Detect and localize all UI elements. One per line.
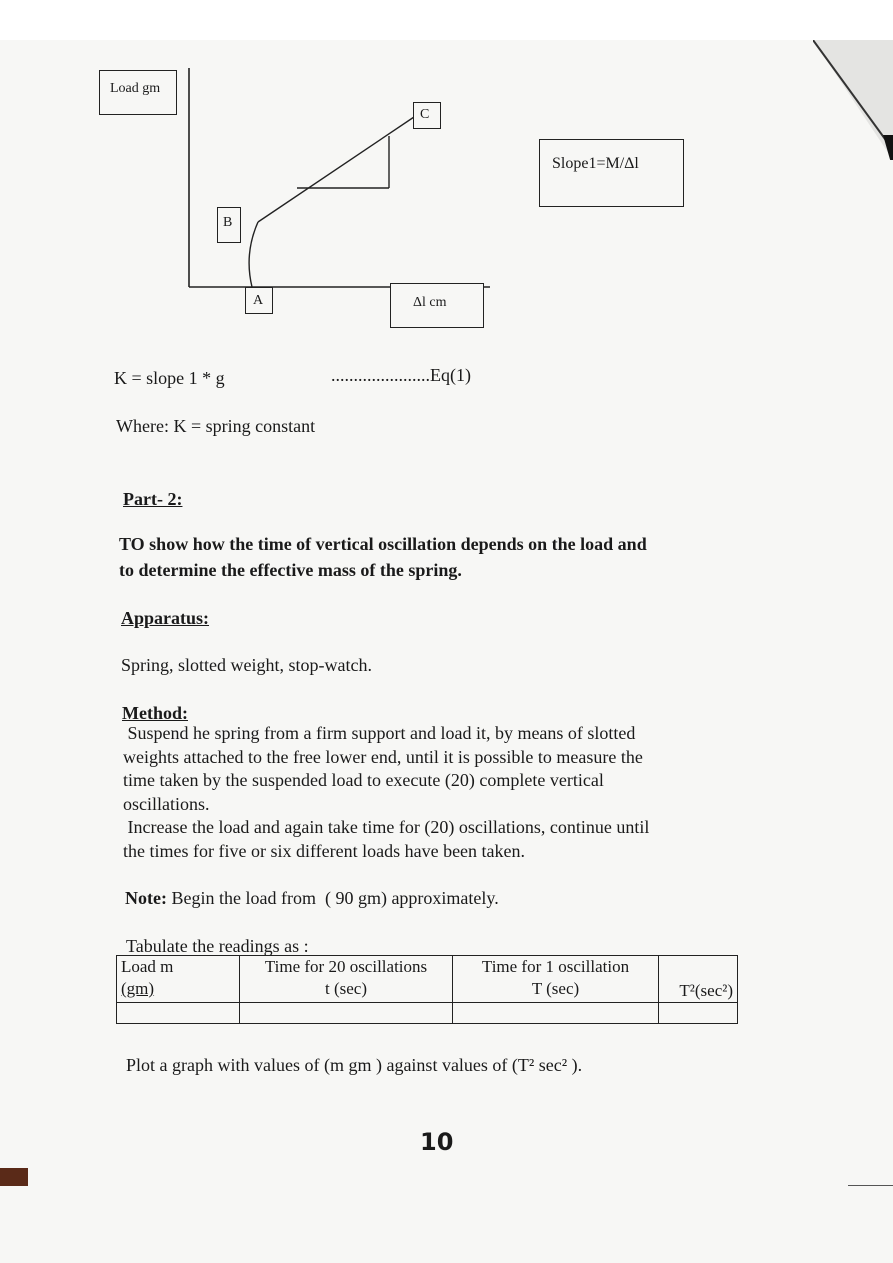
header-time-1: [453, 956, 659, 1003]
table-cell[interactable]: [453, 1003, 659, 1024]
table-row: [117, 1003, 738, 1024]
scan-edge-mark: [0, 1168, 28, 1186]
page-number: 10: [420, 1128, 454, 1156]
table-cell[interactable]: [117, 1003, 240, 1024]
method-heading: Method:: [122, 703, 188, 723]
readings-table: [116, 955, 738, 1024]
x-axis-label-box: [390, 283, 484, 328]
method-paragraph: [123, 722, 743, 863]
note-text: Begin the load from ( 90 gm) approximately.: [166, 888, 499, 908]
header-load-line2: (gm): [121, 979, 155, 998]
table-cell[interactable]: [240, 1003, 453, 1024]
slope-label: Slope1=M/Δl: [552, 155, 639, 172]
table-header-row: [117, 956, 738, 1003]
apparatus-heading: Apparatus:: [121, 608, 210, 628]
header-time-1-line1: Time for 1 oscillation: [481, 957, 630, 976]
method-line: Increase the load and again take time for (20) oscillations, continue until: [123, 817, 650, 837]
aim-line-2: to determine the effective mass of the spring.: [119, 560, 462, 580]
x-axis-label: Δl cm: [413, 295, 447, 310]
part2-heading: Part- 2:: [123, 489, 183, 509]
graph-curve-ab: [249, 222, 258, 287]
point-c-box: [413, 102, 441, 129]
method-line: Suspend he spring from a firm support and load it, by means of slotted: [123, 723, 636, 743]
point-a-box: [245, 287, 273, 314]
scan-edge-line: [848, 1185, 893, 1186]
method-line: the times for five or six different loads have been taken.: [123, 840, 526, 861]
point-b-label: B: [223, 215, 233, 230]
header-time-1-line2: T (sec): [531, 979, 580, 998]
slope-label-box: [539, 139, 684, 207]
table-cell[interactable]: [659, 1003, 738, 1024]
y-axis-label-box: [99, 70, 177, 115]
point-b-box: [217, 207, 241, 243]
aim-line-1: TO show how the time of vertical oscillation depends on the load and: [119, 534, 647, 554]
note-label: Note:: [125, 888, 167, 908]
note: [125, 888, 499, 909]
header-t-squared: T²(sec²): [659, 956, 738, 1003]
header-time-20-line1: Time for 20 oscillations: [264, 957, 428, 976]
header-load: [117, 956, 240, 1003]
table-caption: Tabulate the readings as :: [126, 936, 309, 956]
method-line: oscillations.: [123, 793, 210, 814]
method-line: time taken by the suspended load to execute (20) complete vertical: [123, 770, 604, 790]
equation-ref: ......................Eq(1): [331, 365, 471, 385]
equation-where: Where: K = spring constant: [116, 416, 316, 436]
graph-line-bc: [258, 117, 414, 222]
equation-lhs: K = slope 1 * g: [114, 368, 225, 388]
method-line: weights attached to the free lower end, until it is possible to measure the: [123, 746, 643, 767]
apparatus-text: Spring, slotted weight, stop-watch.: [121, 655, 372, 675]
header-load-line1: Load m: [121, 957, 174, 976]
plot-instruction: Plot a graph with values of (m gm ) against values of (T² sec² ).: [126, 1055, 583, 1075]
point-c-label: C: [420, 107, 430, 122]
header-time-20-line2: t (sec): [324, 979, 367, 998]
y-axis-label: Load gm: [110, 81, 161, 96]
header-time-20: [240, 956, 453, 1003]
point-a-label: A: [253, 293, 264, 308]
